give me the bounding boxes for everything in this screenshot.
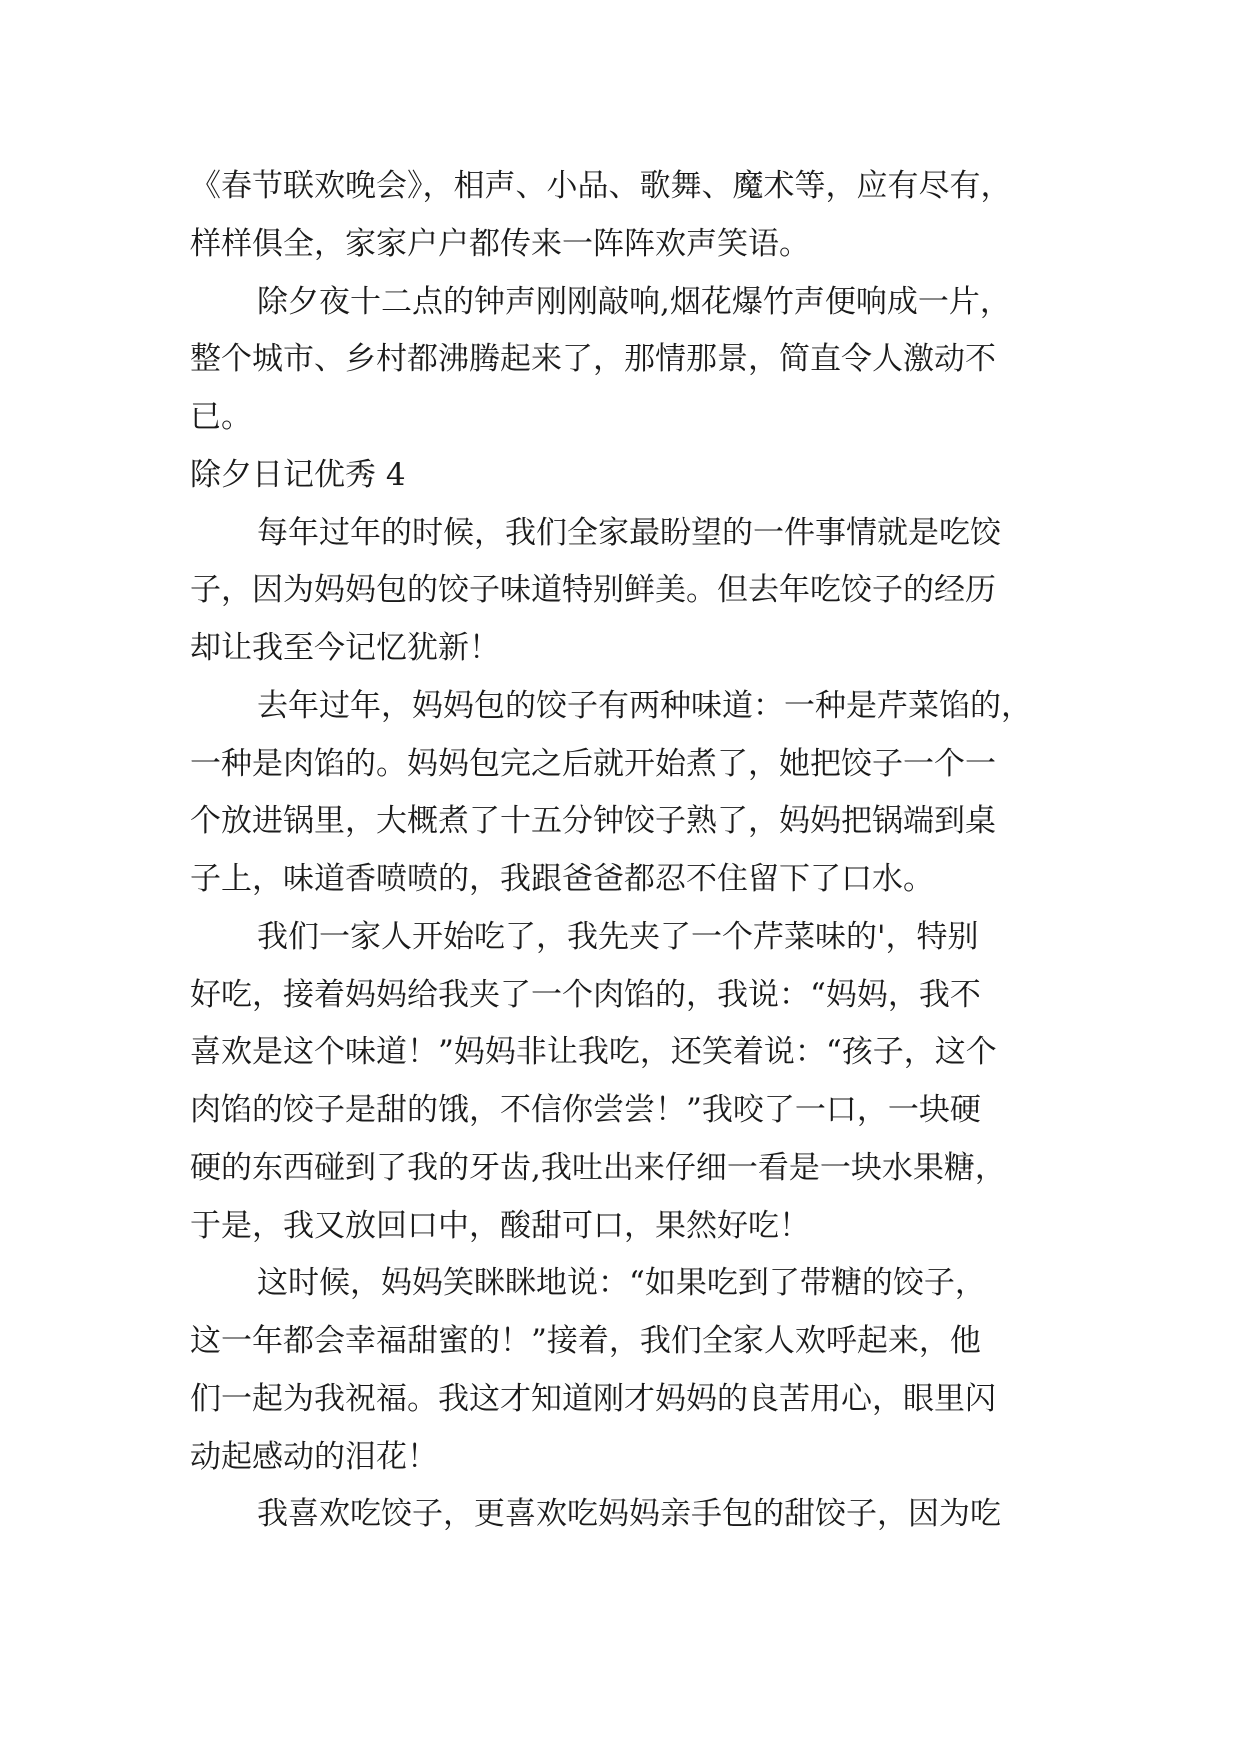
text-line: 我喜欢吃饺子，更喜欢吃妈妈亲手包的甜饺子，因为吃 [257, 1496, 1001, 1532]
section-heading: 除夕日记优秀 4 [190, 457, 406, 493]
text-line: 好吃，接着妈妈给我夹了一个肉馅的，我说：“妈妈，我不 [190, 977, 981, 1013]
text-line: 动起感动的泪花！ [190, 1439, 438, 1475]
text-line: 们一起为我祝福。我这才知道刚才妈妈的良苦用心，眼里闪 [190, 1381, 996, 1417]
text-line: 硬的东西碰到了我的牙齿,我吐出来仔细一看是一块水果糖， [190, 1150, 1006, 1186]
text-line: 子上，味道香喷喷的，我跟爸爸都忍不住留下了口水。 [190, 861, 934, 897]
text-line: 一种是肉馅的。妈妈包完之后就开始煮了，她把饺子一个一 [190, 746, 996, 782]
text-line: 肉馅的饺子是甜的饿，不信你尝尝！”我咬了一口，一块硬 [190, 1092, 981, 1128]
text-line: 样样俱全，家家户户都传来一阵阵欢声笑语。 [190, 226, 810, 262]
text-line: 子，因为妈妈包的饺子味道特别鲜美。但去年吃饺子的经历 [190, 572, 996, 608]
text-line: 个放进锅里，大概煮了十五分钟饺子熟了，妈妈把锅端到桌 [190, 803, 996, 839]
text-line: 喜欢是这个味道！”妈妈非让我吃，还笑着说：“孩子，这个 [190, 1034, 997, 1070]
text-line: 去年过年，妈妈包的饺子有两种味道：一种是芹菜馅的， [257, 688, 1032, 724]
text-line: 这一年都会幸福甜蜜的！”接着，我们全家人欢呼起来，他 [190, 1323, 981, 1359]
text-line: 整个城市、乡村都沸腾起来了，那情那景，简直令人激动不 [190, 341, 996, 377]
text-line: 除夕夜十二点的钟声刚刚敲响,烟花爆竹声便响成一片， [257, 284, 1011, 320]
text-line: 我们一家人开始吃了，我先夹了一个芹菜味的'，特别 [257, 919, 979, 955]
text-line: 于是，我又放回口中，酸甜可口，果然好吃！ [190, 1208, 810, 1244]
text-line: 这时候，妈妈笑眯眯地说：“如果吃到了带糖的饺子， [257, 1265, 986, 1301]
text-line: 《春节联欢晚会》，相声、小品、歌舞、魔术等，应有尽有， [190, 168, 1012, 204]
text-line: 却让我至今记忆犹新！ [190, 630, 500, 666]
text-line: 每年过年的时候，我们全家最盼望的一件事情就是吃饺 [257, 515, 1001, 551]
text-line: 已。 [190, 399, 252, 435]
